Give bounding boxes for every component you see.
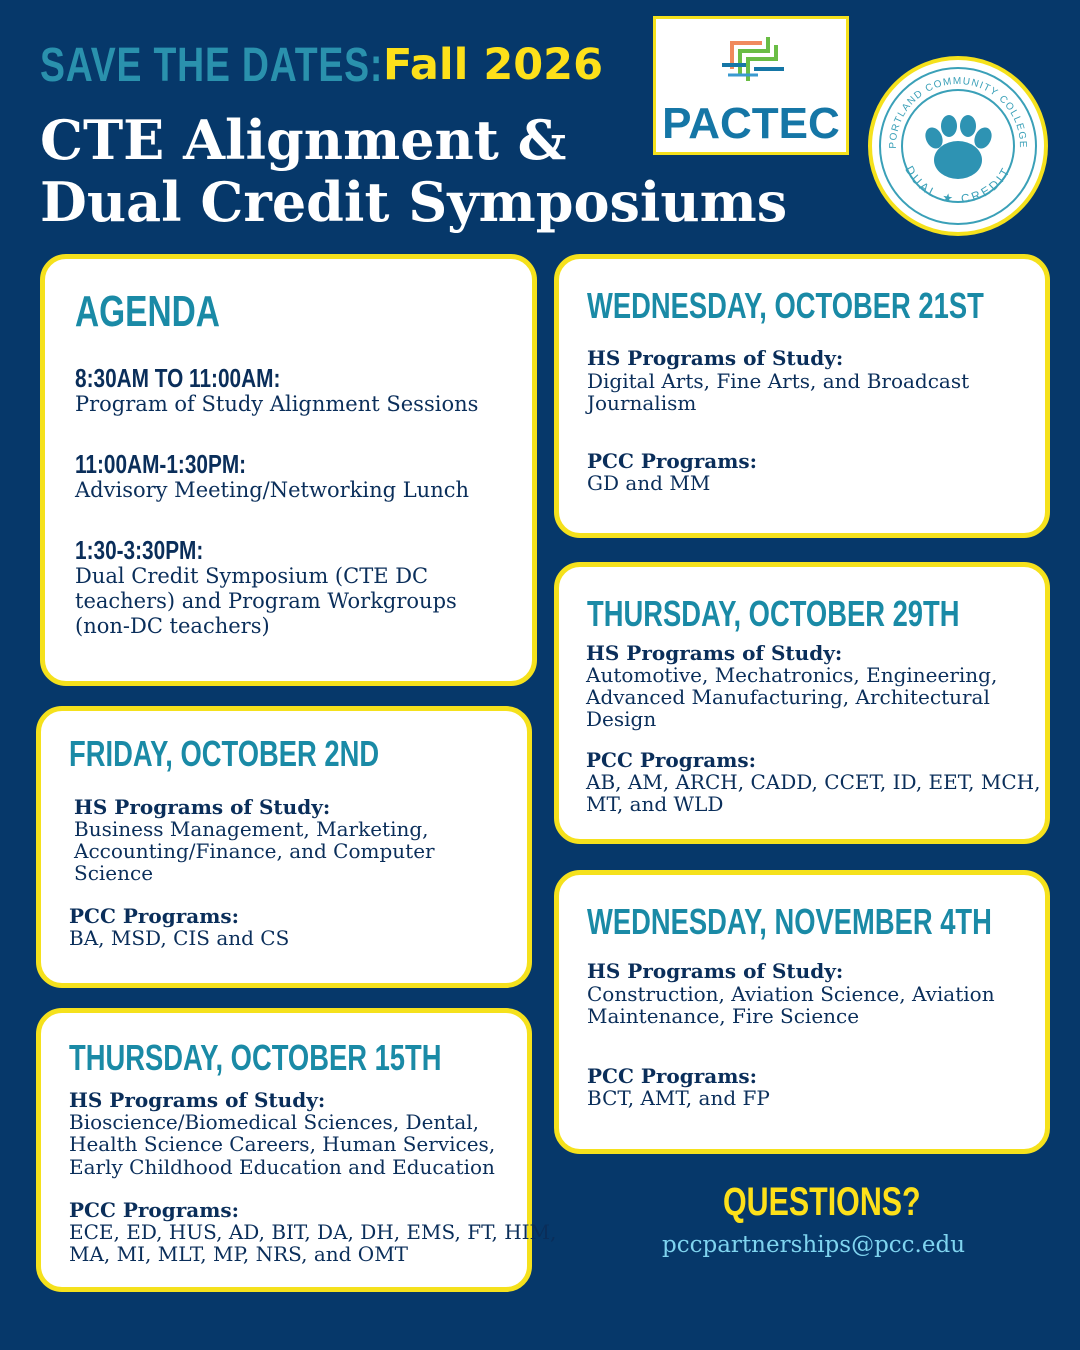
hs-programs-line-2: Advanced Manufacturing, Architectural xyxy=(586,685,990,709)
page-title-line-1: CTE Alignment & xyxy=(40,108,567,172)
session-date: WEDNESDAY, OCTOBER 21ST xyxy=(587,285,984,326)
session-card-oct-21 xyxy=(554,254,1050,538)
seal-bottom-text: DUAL ★ CREDIT xyxy=(902,163,1014,207)
hs-programs-line-1: Construction, Aviation Science, Aviation xyxy=(587,982,995,1006)
session-card-nov-4 xyxy=(554,870,1050,1154)
pactec-wordmark: PACTEC xyxy=(662,99,840,148)
agenda-heading: AGENDA xyxy=(75,287,220,336)
pcc-programs-line-1: AB, AM, ARCH, CADD, CCET, ID, EET, MCH, xyxy=(586,770,1041,794)
agenda-time-1: 8:30AM TO 11:00AM: xyxy=(75,363,281,393)
pactec-logo xyxy=(653,16,849,155)
hs-programs-label: HS Programs of Study: xyxy=(586,641,843,665)
pcc-programs-label: PCC Programs: xyxy=(586,748,757,772)
pcc-programs-line-2: MA, MI, MLT, MP, NRS, and OMT xyxy=(69,1242,409,1266)
pcc-programs-label: PCC Programs: xyxy=(69,1198,240,1222)
hs-programs-line-1: Digital Arts, Fine Arts, and Broadcast xyxy=(587,369,970,393)
hs-programs-line-3: Early Childhood Education and Education xyxy=(69,1155,495,1179)
hs-programs-line-3: Design xyxy=(586,707,657,731)
agenda-card xyxy=(40,254,537,686)
agenda-desc-2: Advisory Meeting/Networking Lunch xyxy=(75,478,470,502)
pactec-mark-icon xyxy=(718,29,788,91)
session-card-oct-2 xyxy=(36,706,532,988)
agenda-desc-1: Program of Study Alignment Sessions xyxy=(75,392,479,416)
questions-heading: QUESTIONS? xyxy=(723,1180,921,1224)
contact-email-link[interactable]: pccpartnerships@pcc.edu xyxy=(662,1232,966,1258)
session-card-oct-15 xyxy=(36,1008,557,1292)
agenda-desc-3-line-1: Dual Credit Symposium (CTE DC xyxy=(75,564,429,588)
save-the-dates-label: SAVE THE DATES: xyxy=(40,39,384,92)
hs-programs-line-1: Bioscience/Biomedical Sciences, Dental, xyxy=(69,1110,479,1134)
pcc-programs-line-1: GD and MM xyxy=(587,471,711,495)
session-date: THURSDAY, OCTOBER 15TH xyxy=(69,1037,442,1078)
session-card-oct-29 xyxy=(554,562,1050,844)
hs-programs-label: HS Programs of Study: xyxy=(69,1088,326,1112)
session-date: FRIDAY, OCTOBER 2ND xyxy=(69,733,380,774)
hs-programs-label: HS Programs of Study: xyxy=(587,346,844,370)
hs-programs-line-1: Automotive, Mechatronics, Engineering, xyxy=(586,663,998,687)
year-label: Fall 2026 xyxy=(383,40,603,90)
pcc-programs-line-1: BA, MSD, CIS and CS xyxy=(69,926,290,950)
agenda-time-2: 11:00AM-1:30PM: xyxy=(75,449,247,479)
agenda-desc-3-line-2: teachers) and Program Workgroups xyxy=(75,589,457,613)
pcc-programs-label: PCC Programs: xyxy=(587,449,758,473)
pcc-programs-line-1: BCT, AMT, and FP xyxy=(587,1086,770,1110)
pcc-programs-line-1: ECE, ED, HUS, AD, BIT, DA, DH, EMS, FT, HIM, xyxy=(69,1220,557,1244)
hs-programs-line-2: Health Science Careers, Human Services, xyxy=(69,1132,496,1156)
hs-programs-line-2: Journalism xyxy=(587,391,697,415)
agenda-time-3: 1:30-3:30PM: xyxy=(75,535,204,565)
hs-programs-line-3: Science xyxy=(74,861,154,885)
svg-text:PORTLAND COMMUNITY COLLEGE xyxy=(888,76,1028,149)
hs-programs-label: HS Programs of Study: xyxy=(74,795,331,819)
pcc-programs-label: PCC Programs: xyxy=(69,904,240,928)
pcc-programs-label: PCC Programs: xyxy=(587,1064,758,1088)
pcc-programs-line-2: MT, and WLD xyxy=(586,792,724,816)
agenda-desc-3-line-3: (non-DC teachers) xyxy=(75,614,270,638)
page-title-line-2: Dual Credit Symposiums xyxy=(40,170,788,234)
hs-programs-label: HS Programs of Study: xyxy=(587,959,844,983)
pcc-dual-credit-seal xyxy=(868,56,1048,236)
seal-top-text: PORTLAND COMMUNITY COLLEGE xyxy=(887,75,1029,149)
hs-programs-line-2: Accounting/Finance, and Computer xyxy=(74,839,435,863)
hs-programs-line-1: Business Management, Marketing, xyxy=(74,817,429,841)
paw-icon xyxy=(922,115,995,179)
session-date: WEDNESDAY, NOVEMBER 4TH xyxy=(587,901,992,942)
session-date: THURSDAY, OCTOBER 29TH xyxy=(587,593,960,634)
hs-programs-line-2: Maintenance, Fire Science xyxy=(587,1004,860,1028)
